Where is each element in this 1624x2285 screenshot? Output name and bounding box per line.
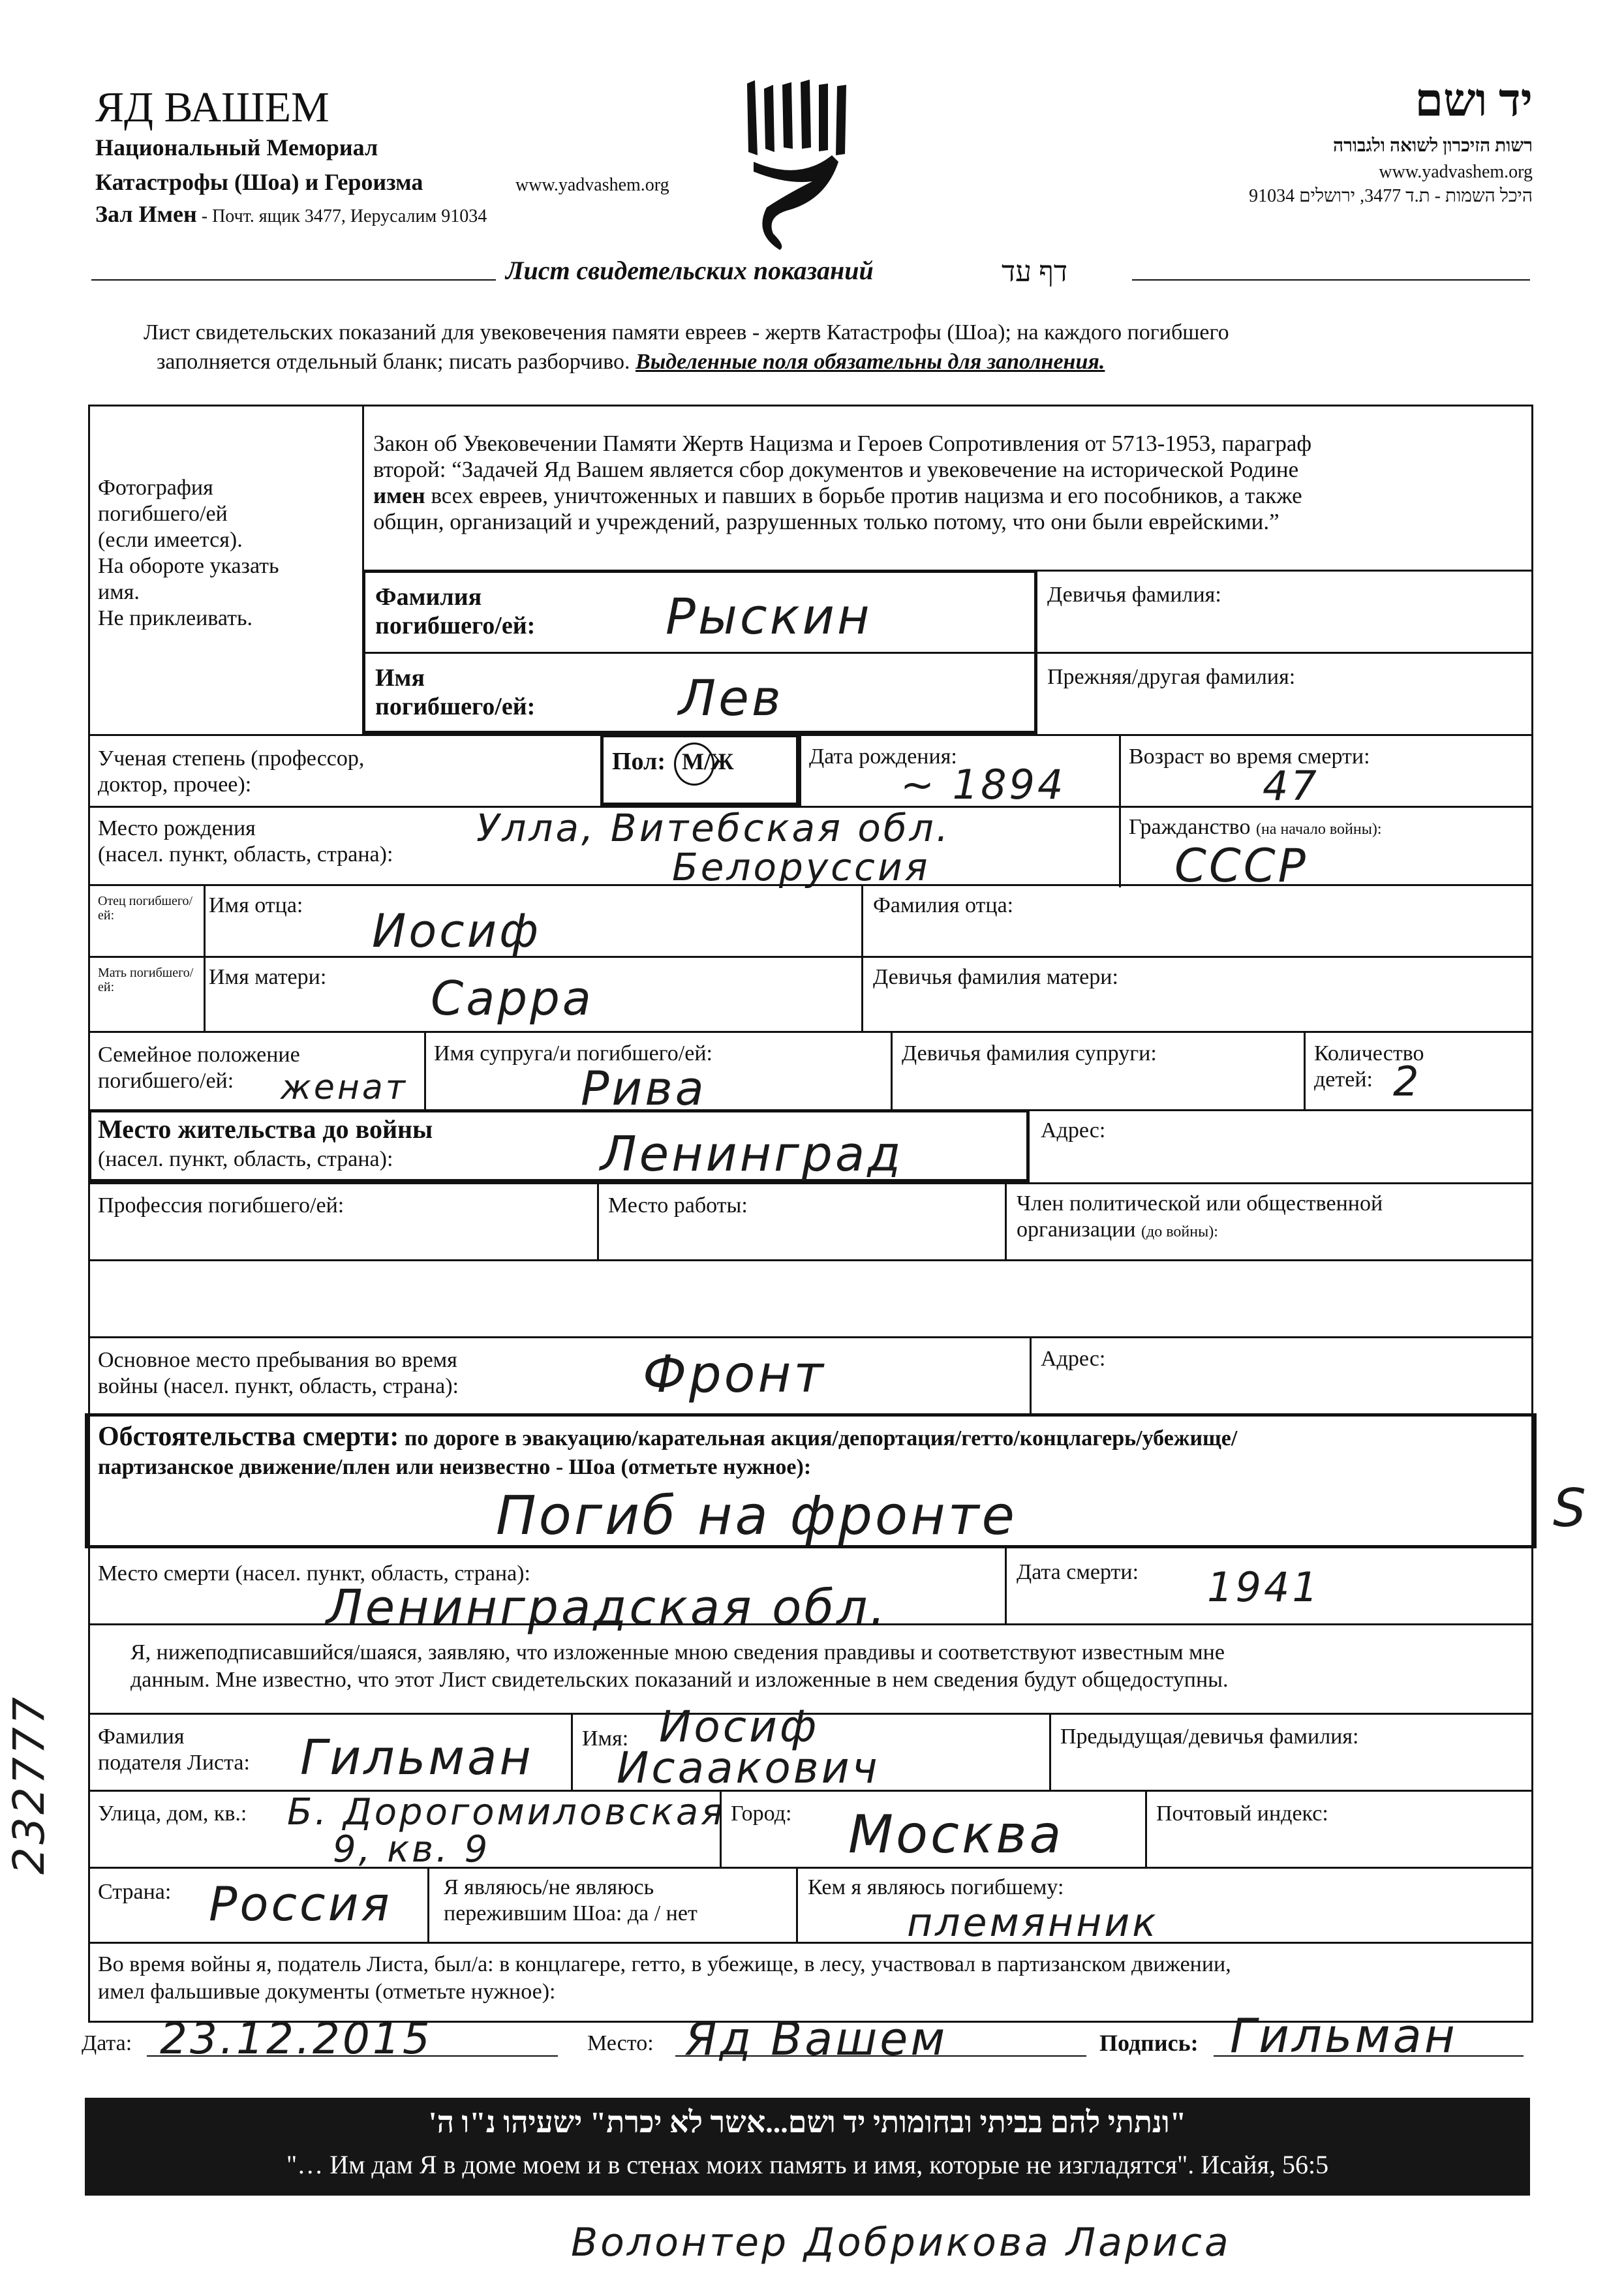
- intro-line2: [157, 349, 1105, 375]
- country-value[interactable]: Россия: [209, 1877, 392, 1931]
- row9-top: [88, 1336, 1533, 1338]
- sex-options[interactable]: М/Ж: [682, 748, 734, 774]
- intro-required-note: Выделенные поля обязательны для заполнения.: [636, 350, 1105, 374]
- marital-label: [98, 1042, 300, 1094]
- city-label: Город:: [731, 1802, 792, 1826]
- title-rule-right: [1132, 279, 1530, 281]
- prev-surname-label: Прежняя/другая фамилия:: [1047, 665, 1296, 689]
- mother-side-label: Мать погибшего/ ей:: [98, 966, 194, 994]
- birth-l1: Место рождения: [98, 816, 256, 840]
- header-sub2: Катастрофы (Шоа) и Героизма: [95, 169, 423, 195]
- father-name-label: Имя отца:: [209, 893, 303, 917]
- law-text: [373, 431, 1528, 535]
- residence-address-label: Адрес:: [1041, 1118, 1106, 1142]
- place-value[interactable]: Яд Вашем: [685, 2012, 948, 2066]
- marital-l1: Семейное положение: [98, 1043, 300, 1067]
- relation-divider: [796, 1867, 798, 1942]
- sex-circle-mark: [674, 743, 714, 786]
- circumstances-line1: [98, 1422, 1237, 1453]
- photo-l3: (если имеется).: [98, 528, 243, 552]
- wartime-value[interactable]: Фронт: [643, 1345, 826, 1404]
- street-value-1[interactable]: Б. Дорогомиловская: [287, 1791, 726, 1833]
- survivor-l1: Я являюсь/не являюсь: [444, 1875, 654, 1899]
- marital-value[interactable]: женат: [281, 1068, 408, 1107]
- yad-vashem-logo: [741, 70, 858, 253]
- marital-l2: погибшего/ей:: [98, 1069, 234, 1093]
- submitter-name-divider: [571, 1713, 573, 1790]
- city-value[interactable]: Москва: [848, 1804, 1064, 1865]
- zip-label: Почтовый индекс:: [1156, 1802, 1328, 1826]
- side-number: 232777: [4, 1695, 54, 1875]
- circumstances-line2: партизанское движение/плен или неизвестно - Шоа (отметьте нужное):: [98, 1455, 812, 1479]
- wartime-label: [98, 1347, 459, 1400]
- spouse-maiden-divider: [891, 1031, 893, 1109]
- children-value[interactable]: 2: [1393, 1058, 1422, 1105]
- father-surname-label: Фамилия отца:: [873, 893, 1014, 917]
- member-divider: [1005, 1182, 1007, 1259]
- sex-label: Пол:: [612, 748, 666, 775]
- row4-top: [88, 956, 1533, 958]
- row1-top: [88, 734, 1533, 736]
- name-value[interactable]: Лев: [679, 669, 784, 727]
- member-l1: Член политической или общественной: [1017, 1191, 1383, 1216]
- death-date-divider: [1005, 1548, 1007, 1623]
- birth-l2: (насел. пункт, область, страна):: [98, 842, 393, 866]
- header-hall-rest: - Почт. ящик 3477, Иерусалим 91034: [201, 206, 487, 226]
- law-l3b: всех евреев, уничтоженных и павших в борьбе против нацизма и его пособников, а также: [431, 483, 1302, 508]
- photo-l6: Не приклеивать.: [98, 606, 253, 630]
- father-name-value[interactable]: Иосиф: [372, 904, 542, 958]
- mother-name-value[interactable]: Сарра: [431, 971, 594, 1026]
- surname-label: [375, 583, 535, 640]
- submitter-name-value-2[interactable]: Исаакович: [617, 1743, 880, 1793]
- date-value[interactable]: 23.12.2015: [160, 2014, 433, 2064]
- relation-value[interactable]: племянник: [907, 1900, 1159, 1946]
- intro-line1: Лист свидетельских показаний для увековечения памяти евреев - жертв Катастрофы (Шоа); на каждого погибшего: [144, 320, 1229, 345]
- wartime-l2: войны (насел. пункт, область, страна):: [98, 1374, 459, 1398]
- degree-l1: Ученая степень (профессор,: [98, 746, 365, 771]
- header-sub1: Национальный Мемориал: [95, 134, 378, 161]
- form-title: Лист свидетельских показаний: [506, 256, 874, 285]
- member-label: [1017, 1191, 1383, 1243]
- father-side-label: Отец погибшего/ ей:: [98, 894, 193, 923]
- header-title-he: יד ושם: [1415, 76, 1533, 126]
- place-underline: [675, 2055, 1086, 2057]
- death-place-label: Место смерти (насел. пункт, область, страна):: [98, 1561, 530, 1586]
- submitter-row3-top: [88, 1867, 1533, 1869]
- citizen-note: (на начало войны):: [1255, 821, 1382, 838]
- banner-he: "ונתתי להם בביתי ובחומותי יד ושם...אשר לא יכרת" ישעיהו נ"ו ה': [428, 2106, 1187, 2139]
- submitter-surname-l1: Фамилия: [98, 1725, 185, 1749]
- citizen-value[interactable]: СССР: [1174, 839, 1308, 893]
- member-l2b: (до войны):: [1141, 1223, 1218, 1240]
- country-label: Страна:: [98, 1880, 172, 1904]
- place-label: Место:: [587, 2031, 654, 2055]
- declaration-l2: данным. Мне известно, что этот Лист свидетельских показаний и изложенные в нем сведения будут общедоступны.: [130, 1668, 1229, 1692]
- banner-ru: "… Им дам Я в доме моем и в стенах моих память и имя, которые не изгладятся". Исайя, 56:5: [286, 2150, 1329, 2179]
- header-he-website: www.yadvashem.org: [1379, 162, 1533, 182]
- surname-name-divider: [362, 652, 1533, 654]
- birth-label: [98, 816, 393, 868]
- law-l2: второй: “Задачей Яд Вашем является сбор документов и увековечение на исторической Родине: [373, 457, 1299, 482]
- survivor-divider: [427, 1867, 429, 1942]
- volunteer-note: Волонтер Добрикова Лариса: [571, 2220, 1231, 2265]
- header-website: www.yadvashem.org: [515, 175, 669, 195]
- wartime-address-label: Адрес:: [1041, 1347, 1106, 1371]
- photo-l2: погибшего/ей: [98, 502, 228, 526]
- circumstances-value[interactable]: Погиб на фронте: [496, 1485, 1017, 1547]
- war-l2: имел фальшивые документы (отметьте нужное):: [98, 1980, 556, 2004]
- law-l4: общин, организаций и учреждений, разрушенных только потому, что они были еврейскими.”: [373, 509, 1279, 534]
- law-l3: [373, 483, 1528, 509]
- maiden-divider: [1035, 570, 1037, 734]
- submitter-name-value-1[interactable]: Иосиф: [659, 1702, 820, 1752]
- header-hall: [95, 201, 487, 230]
- street-label: Улица, дом, кв.:: [98, 1802, 247, 1826]
- children-divider: [1304, 1031, 1306, 1109]
- residence-value[interactable]: Ленинград: [600, 1126, 904, 1182]
- quote-banner: [85, 2098, 1530, 2196]
- citizen-l1: Гражданство: [1129, 815, 1251, 839]
- submitter-prev-label: Предыдущая/девичья фамилия:: [1060, 1725, 1359, 1749]
- header-title-ru: ЯД ВАШЕМ: [95, 84, 329, 131]
- profession-label: Профессия погибшего/ей:: [98, 1193, 345, 1218]
- photo-l1: Фотография: [98, 476, 213, 500]
- spouse-value[interactable]: Рива: [581, 1061, 707, 1116]
- citizen-label: [1129, 814, 1382, 840]
- children-l1: Количество: [1314, 1041, 1424, 1066]
- relation-label: Кем я являюсь погибшему:: [808, 1875, 1064, 1899]
- signature[interactable]: Гильман: [1230, 2008, 1458, 2063]
- law-l1: Закон об Увековечении Памяти Жертв Нацизма и Героев Сопротивления от 5713-1953, параграф: [373, 431, 1312, 456]
- dob-value[interactable]: ~ 1894: [900, 761, 1066, 808]
- title-rule-left: [91, 279, 496, 281]
- mother-name-label: Имя матери:: [209, 965, 327, 989]
- death-date-value[interactable]: 1941: [1207, 1563, 1321, 1611]
- submitter-surname-value[interactable]: Гильман: [300, 1730, 534, 1786]
- children-l2: детей:: [1314, 1067, 1373, 1092]
- residence-sub: (насел. пункт, область, страна):: [98, 1147, 393, 1171]
- survivor-l2[interactable]: пережившим Шоа: да / нет: [444, 1901, 697, 1925]
- row3-top: [88, 884, 1533, 886]
- header-hall-bold: Зал Имен: [95, 201, 197, 227]
- header-he-line1: רשות הזיכרון לשואה ולגבורה: [1332, 136, 1533, 156]
- survivor-label: [444, 1875, 697, 1927]
- mother-maiden-label: Девичья фамилия матери:: [873, 965, 1118, 989]
- workplace-label: Место работы:: [608, 1193, 748, 1218]
- submitter-name-label: Имя:: [582, 1726, 629, 1751]
- death-place-value[interactable]: Ленинградская обл.: [326, 1580, 888, 1636]
- circumstances-label: Обстоятельства смерти:: [98, 1422, 399, 1452]
- war-text: [98, 1951, 1231, 2006]
- dob-label: Дата рождения:: [809, 744, 957, 769]
- name-l1: Имя: [375, 664, 425, 692]
- declaration-text: [130, 1639, 1229, 1694]
- street-value-2[interactable]: 9, кв. 9: [333, 1828, 491, 1871]
- workplace-divider: [597, 1182, 599, 1259]
- wartime-address-divider: [1030, 1336, 1032, 1413]
- name-label: [375, 664, 535, 721]
- birth-value-2[interactable]: Белоруссия: [672, 845, 930, 889]
- spouse-divider: [424, 1031, 426, 1109]
- row5-top: [88, 1031, 1533, 1033]
- war-l1: Во время войны я, податель Листа, был/а: в концлагере, гетто, в убежище, в лесу, участвовал в партизанском движении,: [98, 1952, 1231, 1976]
- photo-l5: имя.: [98, 580, 140, 604]
- city-divider: [720, 1790, 722, 1867]
- margin-mark: S: [1553, 1478, 1589, 1539]
- age-value[interactable]: 47: [1263, 762, 1319, 810]
- declaration-l1: Я, нижеподписавшийся/шаяся, заявляю, что изложенные мною сведения правдивы и соответствуют известным мне: [130, 1640, 1225, 1664]
- age-divider: [1119, 734, 1121, 887]
- intro-line2a: заполняется отдельный бланк; писать разборчиво.: [157, 350, 630, 374]
- submitter-surname-label: [98, 1724, 250, 1776]
- submitter-row4-top: [88, 1942, 1533, 1944]
- age-label: Возраст во время смерти:: [1129, 744, 1370, 769]
- photo-instructions: [98, 475, 359, 632]
- date-underline: [147, 2055, 558, 2057]
- surname-l2: погибшего/ей:: [375, 612, 536, 639]
- residence-label: Место жительства до войны: [98, 1114, 433, 1144]
- member-l2: [1017, 1217, 1383, 1243]
- spouse-label: Имя супруга/и погибшего/ей:: [434, 1041, 712, 1066]
- law-l3a: имен: [373, 483, 425, 508]
- date-label: Дата:: [82, 2031, 132, 2055]
- name-l2: погибшего/ей:: [375, 693, 536, 720]
- submitter-surname-l2: подателя Листа:: [98, 1751, 250, 1775]
- sign-underline: [1214, 2055, 1524, 2057]
- header-he-line3: היכל השמות - ת.ד 3477, ירושלים 91034: [1249, 186, 1533, 206]
- zip-divider: [1145, 1790, 1147, 1867]
- dob-divider: [799, 734, 801, 806]
- row7-top: [88, 1182, 1533, 1184]
- submitter-prev-divider: [1049, 1713, 1051, 1790]
- maiden-label: Девичья фамилия:: [1047, 583, 1221, 607]
- photo-l4: На обороте указать: [98, 554, 279, 578]
- degree-label: [98, 746, 364, 798]
- member-l2a: организации: [1017, 1218, 1136, 1242]
- circumstances-rest1: по дороге в эвакуацию/карательная акция/депортация/гетто/концлагерь/убежище/: [404, 1426, 1238, 1450]
- death-date-label: Дата смерти:: [1017, 1560, 1139, 1584]
- declaration-top: [88, 1623, 1533, 1625]
- form-title-he: דף עד: [1002, 256, 1068, 288]
- row8-top: [88, 1259, 1533, 1261]
- surname-l1: Фамилия: [375, 583, 482, 611]
- spouse-maiden-label: Девичья фамилия супруги:: [902, 1041, 1157, 1066]
- degree-l2: доктор, прочее):: [98, 773, 252, 797]
- surname-value[interactable]: Рыскин: [666, 587, 872, 645]
- birth-value-1[interactable]: Улла, Витебская обл.: [476, 806, 951, 850]
- sign-label: Подпись:: [1099, 2030, 1199, 2056]
- wartime-l1: Основное место пребывания во время: [98, 1348, 457, 1372]
